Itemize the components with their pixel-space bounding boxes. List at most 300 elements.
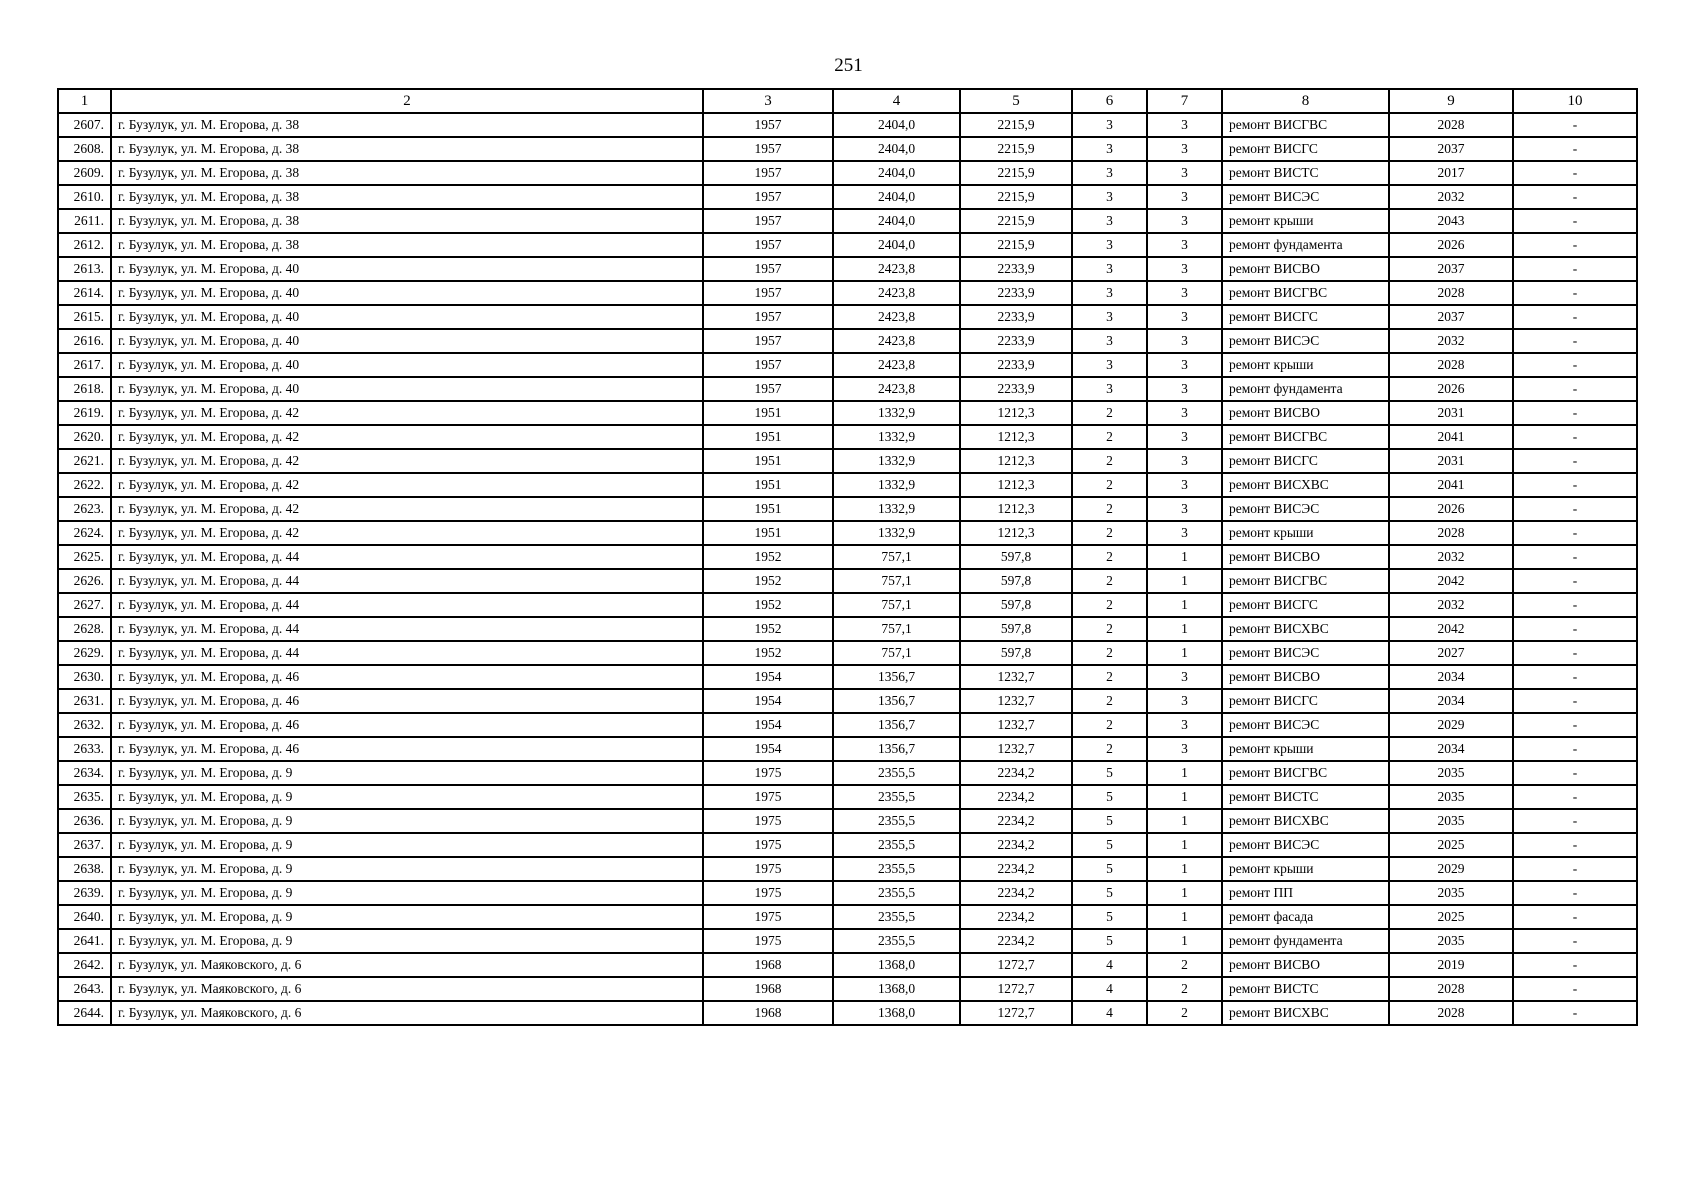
table-row (58, 857, 1637, 881)
row-number-cell: 2615. (58, 305, 111, 329)
table-row (58, 641, 1637, 665)
build-year-cell: 1957 (703, 185, 833, 209)
living-area-cell: 2215,9 (960, 113, 1072, 137)
entrances-cell: 3 (1147, 401, 1222, 425)
entrances-cell: 3 (1147, 521, 1222, 545)
floors-cell: 3 (1072, 305, 1147, 329)
row-number-cell: 2629. (58, 641, 111, 665)
floors-cell: 2 (1072, 569, 1147, 593)
work-type-cell: ремонт крыши (1222, 737, 1389, 761)
table-row (58, 425, 1637, 449)
entrances-cell: 3 (1147, 689, 1222, 713)
address-cell: г. Бузулук, ул. М. Егорова, д. 9 (111, 905, 703, 929)
living-area-cell: 2233,9 (960, 257, 1072, 281)
planned-year-cell: 2029 (1389, 713, 1513, 737)
entrances-cell: 1 (1147, 617, 1222, 641)
planned-year-cell: 2037 (1389, 305, 1513, 329)
note-cell: - (1513, 185, 1637, 209)
work-type-cell: ремонт ВИСЭС (1222, 713, 1389, 737)
total-area-cell: 757,1 (833, 641, 960, 665)
address-cell: г. Бузулук, ул. М. Егорова, д. 46 (111, 737, 703, 761)
entrances-cell: 2 (1147, 977, 1222, 1001)
note-cell: - (1513, 521, 1637, 545)
work-type-cell: ремонт ПП (1222, 881, 1389, 905)
floors-cell: 5 (1072, 905, 1147, 929)
row-number-cell: 2623. (58, 497, 111, 521)
living-area-cell: 2215,9 (960, 185, 1072, 209)
entrances-cell: 3 (1147, 257, 1222, 281)
total-area-cell: 1368,0 (833, 953, 960, 977)
total-area-cell: 2355,5 (833, 905, 960, 929)
table-row (58, 881, 1637, 905)
planned-year-cell: 2025 (1389, 905, 1513, 929)
living-area-cell: 2234,2 (960, 809, 1072, 833)
table-row (58, 209, 1637, 233)
total-area-cell: 2404,0 (833, 137, 960, 161)
address-cell: г. Бузулук, ул. М. Егорова, д. 40 (111, 353, 703, 377)
floors-cell: 3 (1072, 353, 1147, 377)
table-row (58, 401, 1637, 425)
header-row (58, 89, 1637, 113)
address-cell: г. Бузулук, ул. М. Егорова, д. 38 (111, 137, 703, 161)
build-year-cell: 1952 (703, 545, 833, 569)
entrances-cell: 1 (1147, 593, 1222, 617)
row-number-cell: 2640. (58, 905, 111, 929)
living-area-cell: 1272,7 (960, 1001, 1072, 1025)
entrances-cell: 1 (1147, 641, 1222, 665)
floors-cell: 5 (1072, 857, 1147, 881)
living-area-cell: 1272,7 (960, 977, 1072, 1001)
planned-year-cell: 2034 (1389, 689, 1513, 713)
living-area-cell: 597,8 (960, 593, 1072, 617)
address-cell: г. Бузулук, ул. М. Егорова, д. 9 (111, 785, 703, 809)
address-cell: г. Бузулук, ул. М. Егорова, д. 40 (111, 377, 703, 401)
column-header: 5 (960, 89, 1072, 113)
total-area-cell: 2423,8 (833, 305, 960, 329)
column-header: 8 (1222, 89, 1389, 113)
table-row (58, 473, 1637, 497)
row-number-cell: 2617. (58, 353, 111, 377)
entrances-cell: 1 (1147, 833, 1222, 857)
living-area-cell: 1232,7 (960, 737, 1072, 761)
note-cell: - (1513, 953, 1637, 977)
living-area-cell: 1212,3 (960, 521, 1072, 545)
living-area-cell: 1212,3 (960, 449, 1072, 473)
row-number-cell: 2637. (58, 833, 111, 857)
table-row (58, 353, 1637, 377)
address-cell: г. Бузулук, ул. М. Егорова, д. 38 (111, 209, 703, 233)
work-type-cell: ремонт ВИСГВС (1222, 425, 1389, 449)
entrances-cell: 3 (1147, 329, 1222, 353)
row-number-cell: 2619. (58, 401, 111, 425)
build-year-cell: 1951 (703, 521, 833, 545)
table-row (58, 497, 1637, 521)
build-year-cell: 1952 (703, 569, 833, 593)
note-cell: - (1513, 977, 1637, 1001)
note-cell: - (1513, 857, 1637, 881)
planned-year-cell: 2019 (1389, 953, 1513, 977)
entrances-cell: 1 (1147, 905, 1222, 929)
build-year-cell: 1951 (703, 425, 833, 449)
total-area-cell: 1332,9 (833, 449, 960, 473)
living-area-cell: 2233,9 (960, 377, 1072, 401)
row-number-cell: 2628. (58, 617, 111, 641)
address-cell: г. Бузулук, ул. М. Егорова, д. 9 (111, 929, 703, 953)
table-row (58, 161, 1637, 185)
planned-year-cell: 2025 (1389, 833, 1513, 857)
address-cell: г. Бузулук, ул. М. Егорова, д. 42 (111, 401, 703, 425)
floors-cell: 2 (1072, 497, 1147, 521)
planned-year-cell: 2035 (1389, 761, 1513, 785)
entrances-cell: 3 (1147, 209, 1222, 233)
living-area-cell: 2233,9 (960, 329, 1072, 353)
total-area-cell: 757,1 (833, 545, 960, 569)
work-type-cell: ремонт фундамента (1222, 233, 1389, 257)
living-area-cell: 597,8 (960, 641, 1072, 665)
entrances-cell: 3 (1147, 233, 1222, 257)
work-type-cell: ремонт ВИСТС (1222, 977, 1389, 1001)
total-area-cell: 2404,0 (833, 233, 960, 257)
build-year-cell: 1954 (703, 665, 833, 689)
living-area-cell: 2215,9 (960, 209, 1072, 233)
build-year-cell: 1952 (703, 617, 833, 641)
build-year-cell: 1952 (703, 593, 833, 617)
note-cell: - (1513, 665, 1637, 689)
table-row (58, 233, 1637, 257)
build-year-cell: 1954 (703, 713, 833, 737)
table-row (58, 689, 1637, 713)
row-number-cell: 2626. (58, 569, 111, 593)
address-cell: г. Бузулук, ул. М. Егорова, д. 46 (111, 689, 703, 713)
note-cell: - (1513, 641, 1637, 665)
work-type-cell: ремонт ВИСВО (1222, 401, 1389, 425)
note-cell: - (1513, 785, 1637, 809)
row-number-cell: 2621. (58, 449, 111, 473)
entrances-cell: 1 (1147, 929, 1222, 953)
row-number-cell: 2631. (58, 689, 111, 713)
table-row (58, 137, 1637, 161)
table-row (58, 617, 1637, 641)
address-cell: г. Бузулук, ул. М. Егорова, д. 38 (111, 233, 703, 257)
planned-year-cell: 2017 (1389, 161, 1513, 185)
address-cell: г. Бузулук, ул. М. Егорова, д. 9 (111, 809, 703, 833)
note-cell: - (1513, 809, 1637, 833)
note-cell: - (1513, 137, 1637, 161)
floors-cell: 2 (1072, 473, 1147, 497)
floors-cell: 2 (1072, 665, 1147, 689)
row-number-cell: 2616. (58, 329, 111, 353)
build-year-cell: 1957 (703, 353, 833, 377)
note-cell: - (1513, 737, 1637, 761)
living-area-cell: 1212,3 (960, 401, 1072, 425)
floors-cell: 2 (1072, 401, 1147, 425)
living-area-cell: 1212,3 (960, 473, 1072, 497)
entrances-cell: 3 (1147, 305, 1222, 329)
living-area-cell: 597,8 (960, 617, 1072, 641)
table-row (58, 1001, 1637, 1025)
floors-cell: 2 (1072, 545, 1147, 569)
table-row (58, 185, 1637, 209)
note-cell: - (1513, 569, 1637, 593)
total-area-cell: 2355,5 (833, 761, 960, 785)
living-area-cell: 597,8 (960, 569, 1072, 593)
work-type-cell: ремонт ВИСГС (1222, 689, 1389, 713)
row-number-cell: 2612. (58, 233, 111, 257)
total-area-cell: 757,1 (833, 617, 960, 641)
floors-cell: 3 (1072, 209, 1147, 233)
work-type-cell: ремонт ВИСЭС (1222, 833, 1389, 857)
column-header: 1 (58, 89, 111, 113)
address-cell: г. Бузулук, ул. М. Егорова, д. 38 (111, 161, 703, 185)
total-area-cell: 757,1 (833, 569, 960, 593)
note-cell: - (1513, 161, 1637, 185)
work-type-cell: ремонт ВИСВО (1222, 665, 1389, 689)
work-type-cell: ремонт ВИСГС (1222, 593, 1389, 617)
total-area-cell: 2423,8 (833, 257, 960, 281)
work-type-cell: ремонт ВИСЭС (1222, 329, 1389, 353)
note-cell: - (1513, 473, 1637, 497)
column-header: 10 (1513, 89, 1637, 113)
living-area-cell: 2233,9 (960, 353, 1072, 377)
planned-year-cell: 2035 (1389, 809, 1513, 833)
total-area-cell: 1356,7 (833, 689, 960, 713)
planned-year-cell: 2028 (1389, 521, 1513, 545)
row-number-cell: 2622. (58, 473, 111, 497)
table-row (58, 545, 1637, 569)
total-area-cell: 1356,7 (833, 713, 960, 737)
note-cell: - (1513, 377, 1637, 401)
planned-year-cell: 2028 (1389, 353, 1513, 377)
total-area-cell: 2355,5 (833, 857, 960, 881)
table-row (58, 257, 1637, 281)
planned-year-cell: 2035 (1389, 881, 1513, 905)
total-area-cell: 2355,5 (833, 833, 960, 857)
table-row (58, 449, 1637, 473)
address-cell: г. Бузулук, ул. М. Егорова, д. 40 (111, 257, 703, 281)
row-number-cell: 2609. (58, 161, 111, 185)
work-type-cell: ремонт ВИСТС (1222, 785, 1389, 809)
living-area-cell: 2234,2 (960, 761, 1072, 785)
work-type-cell: ремонт ВИСЭС (1222, 641, 1389, 665)
note-cell: - (1513, 401, 1637, 425)
row-number-cell: 2641. (58, 929, 111, 953)
total-area-cell: 1356,7 (833, 737, 960, 761)
total-area-cell: 1368,0 (833, 977, 960, 1001)
total-area-cell: 2423,8 (833, 353, 960, 377)
living-area-cell: 2234,2 (960, 905, 1072, 929)
note-cell: - (1513, 425, 1637, 449)
address-cell: г. Бузулук, ул. М. Егорова, д. 40 (111, 281, 703, 305)
work-type-cell: ремонт крыши (1222, 209, 1389, 233)
total-area-cell: 1332,9 (833, 521, 960, 545)
row-number-cell: 2634. (58, 761, 111, 785)
floors-cell: 3 (1072, 329, 1147, 353)
row-number-cell: 2613. (58, 257, 111, 281)
total-area-cell: 2404,0 (833, 113, 960, 137)
build-year-cell: 1968 (703, 953, 833, 977)
entrances-cell: 3 (1147, 137, 1222, 161)
floors-cell: 4 (1072, 977, 1147, 1001)
entrances-cell: 3 (1147, 665, 1222, 689)
work-type-cell: ремонт ВИСГВС (1222, 113, 1389, 137)
total-area-cell: 1356,7 (833, 665, 960, 689)
build-year-cell: 1951 (703, 401, 833, 425)
planned-year-cell: 2031 (1389, 449, 1513, 473)
note-cell: - (1513, 689, 1637, 713)
entrances-cell: 1 (1147, 857, 1222, 881)
note-cell: - (1513, 113, 1637, 137)
column-header: 6 (1072, 89, 1147, 113)
living-area-cell: 2234,2 (960, 857, 1072, 881)
floors-cell: 2 (1072, 449, 1147, 473)
entrances-cell: 2 (1147, 953, 1222, 977)
row-number-cell: 2633. (58, 737, 111, 761)
row-number-cell: 2611. (58, 209, 111, 233)
floors-cell: 2 (1072, 737, 1147, 761)
build-year-cell: 1952 (703, 641, 833, 665)
total-area-cell: 2404,0 (833, 185, 960, 209)
row-number-cell: 2636. (58, 809, 111, 833)
floors-cell: 5 (1072, 809, 1147, 833)
build-year-cell: 1957 (703, 233, 833, 257)
floors-cell: 3 (1072, 113, 1147, 137)
build-year-cell: 1954 (703, 737, 833, 761)
planned-year-cell: 2029 (1389, 857, 1513, 881)
row-number-cell: 2625. (58, 545, 111, 569)
entrances-cell: 3 (1147, 377, 1222, 401)
planned-year-cell: 2041 (1389, 473, 1513, 497)
work-type-cell: ремонт ВИСВО (1222, 953, 1389, 977)
total-area-cell: 1368,0 (833, 1001, 960, 1025)
table-row (58, 929, 1637, 953)
address-cell: г. Бузулук, ул. М. Егорова, д. 38 (111, 113, 703, 137)
entrances-cell: 2 (1147, 1001, 1222, 1025)
table-row (58, 113, 1637, 137)
planned-year-cell: 2035 (1389, 929, 1513, 953)
build-year-cell: 1957 (703, 281, 833, 305)
address-cell: г. Бузулук, ул. Маяковского, д. 6 (111, 1001, 703, 1025)
work-type-cell: ремонт фасада (1222, 905, 1389, 929)
build-year-cell: 1957 (703, 137, 833, 161)
build-year-cell: 1975 (703, 833, 833, 857)
note-cell: - (1513, 281, 1637, 305)
row-number-cell: 2638. (58, 857, 111, 881)
planned-year-cell: 2041 (1389, 425, 1513, 449)
entrances-cell: 1 (1147, 809, 1222, 833)
address-cell: г. Бузулук, ул. М. Егорова, д. 44 (111, 593, 703, 617)
planned-year-cell: 2032 (1389, 185, 1513, 209)
work-type-cell: ремонт ВИСГВС (1222, 761, 1389, 785)
work-type-cell: ремонт ВИСХВС (1222, 809, 1389, 833)
address-cell: г. Бузулук, ул. М. Егорова, д. 40 (111, 305, 703, 329)
living-area-cell: 1232,7 (960, 689, 1072, 713)
planned-year-cell: 2028 (1389, 1001, 1513, 1025)
total-area-cell: 2404,0 (833, 161, 960, 185)
work-type-cell: ремонт ВИСХВС (1222, 1001, 1389, 1025)
note-cell: - (1513, 617, 1637, 641)
build-year-cell: 1975 (703, 881, 833, 905)
table-row (58, 521, 1637, 545)
total-area-cell: 2404,0 (833, 209, 960, 233)
entrances-cell: 3 (1147, 113, 1222, 137)
address-cell: г. Бузулук, ул. М. Егорова, д. 44 (111, 641, 703, 665)
note-cell: - (1513, 881, 1637, 905)
entrances-cell: 3 (1147, 497, 1222, 521)
living-area-cell: 2215,9 (960, 233, 1072, 257)
note-cell: - (1513, 305, 1637, 329)
build-year-cell: 1957 (703, 305, 833, 329)
work-type-cell: ремонт ВИСГВС (1222, 569, 1389, 593)
table-row (58, 281, 1637, 305)
living-area-cell: 2234,2 (960, 929, 1072, 953)
build-year-cell: 1951 (703, 497, 833, 521)
address-cell: г. Бузулук, ул. М. Егорова, д. 40 (111, 329, 703, 353)
total-area-cell: 1332,9 (833, 473, 960, 497)
floors-cell: 5 (1072, 881, 1147, 905)
row-number-cell: 2618. (58, 377, 111, 401)
planned-year-cell: 2031 (1389, 401, 1513, 425)
row-number-cell: 2608. (58, 137, 111, 161)
note-cell: - (1513, 233, 1637, 257)
row-number-cell: 2639. (58, 881, 111, 905)
address-cell: г. Бузулук, ул. М. Егорова, д. 44 (111, 569, 703, 593)
total-area-cell: 2355,5 (833, 881, 960, 905)
note-cell: - (1513, 257, 1637, 281)
entrances-cell: 3 (1147, 185, 1222, 209)
table-row (58, 953, 1637, 977)
table-body (58, 113, 1637, 1025)
build-year-cell: 1957 (703, 113, 833, 137)
work-type-cell: ремонт крыши (1222, 857, 1389, 881)
floors-cell: 2 (1072, 521, 1147, 545)
floors-cell: 2 (1072, 689, 1147, 713)
floors-cell: 2 (1072, 593, 1147, 617)
row-number-cell: 2630. (58, 665, 111, 689)
work-type-cell: ремонт фундамента (1222, 377, 1389, 401)
living-area-cell: 1212,3 (960, 497, 1072, 521)
floors-cell: 3 (1072, 137, 1147, 161)
work-type-cell: ремонт крыши (1222, 353, 1389, 377)
note-cell: - (1513, 929, 1637, 953)
living-area-cell: 1232,7 (960, 713, 1072, 737)
table-row (58, 737, 1637, 761)
entrances-cell: 1 (1147, 761, 1222, 785)
column-header: 4 (833, 89, 960, 113)
floors-cell: 2 (1072, 641, 1147, 665)
total-area-cell: 1332,9 (833, 401, 960, 425)
entrances-cell: 1 (1147, 785, 1222, 809)
note-cell: - (1513, 1001, 1637, 1025)
total-area-cell: 1332,9 (833, 497, 960, 521)
entrances-cell: 3 (1147, 737, 1222, 761)
column-header: 3 (703, 89, 833, 113)
address-cell: г. Бузулук, ул. М. Егорова, д. 38 (111, 185, 703, 209)
address-cell: г. Бузулук, ул. М. Егорова, д. 46 (111, 713, 703, 737)
column-header: 9 (1389, 89, 1513, 113)
row-number-cell: 2624. (58, 521, 111, 545)
living-area-cell: 2233,9 (960, 305, 1072, 329)
total-area-cell: 2355,5 (833, 785, 960, 809)
build-year-cell: 1951 (703, 473, 833, 497)
total-area-cell: 2423,8 (833, 281, 960, 305)
build-year-cell: 1975 (703, 857, 833, 881)
living-area-cell: 2234,2 (960, 881, 1072, 905)
address-cell: г. Бузулук, ул. М. Егорова, д. 9 (111, 857, 703, 881)
entrances-cell: 3 (1147, 281, 1222, 305)
planned-year-cell: 2026 (1389, 377, 1513, 401)
address-cell: г. Бузулук, ул. М. Егорова, д. 9 (111, 833, 703, 857)
total-area-cell: 2423,8 (833, 377, 960, 401)
